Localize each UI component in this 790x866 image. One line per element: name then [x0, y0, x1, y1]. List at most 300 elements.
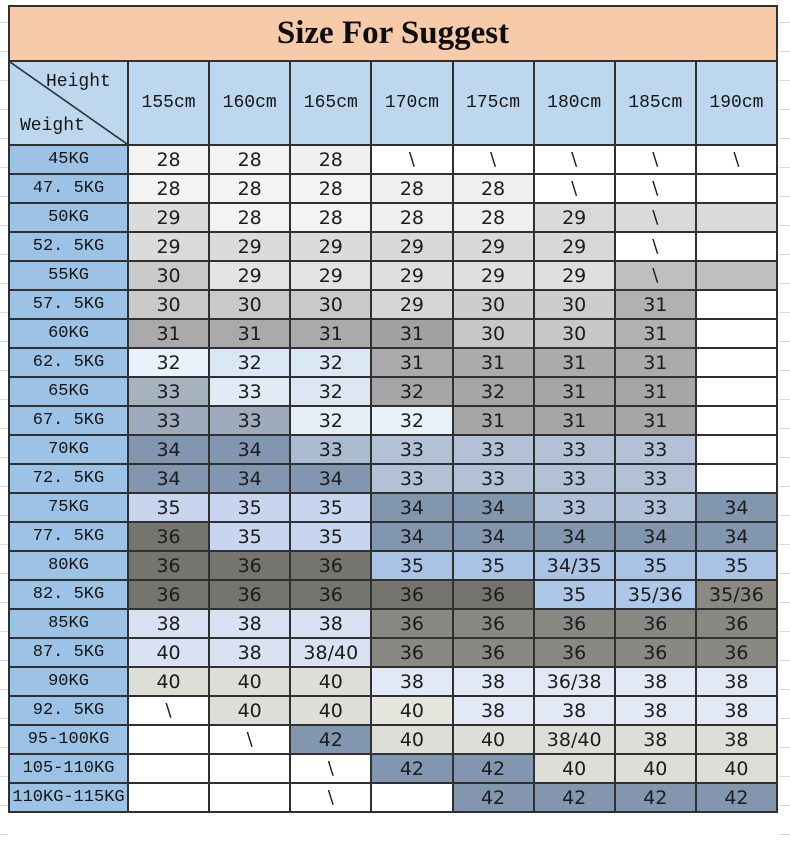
size-cell: 32	[290, 377, 371, 406]
size-cell: 36	[453, 609, 534, 638]
size-cell	[696, 464, 777, 493]
sheet-gridline	[0, 428, 8, 429]
size-cell: 29	[128, 203, 209, 232]
table-title: Size For Suggest	[9, 6, 777, 61]
column-header-180cm: 180cm	[534, 61, 615, 145]
size-cell: 32	[453, 377, 534, 406]
size-cell: 35	[128, 493, 209, 522]
column-header-190cm: 190cm	[696, 61, 777, 145]
size-cell: 40	[696, 754, 777, 783]
table-row	[9, 522, 777, 551]
size-cell: 35/36	[696, 580, 777, 609]
size-cell: 36	[209, 551, 290, 580]
size-cell: 34	[128, 435, 209, 464]
size-cell: 31	[615, 348, 696, 377]
size-cell: 28	[209, 174, 290, 203]
size-cell: 32	[128, 348, 209, 377]
size-cell: \	[696, 145, 777, 174]
size-cell: 32	[290, 348, 371, 377]
sheet-gridline	[779, 573, 790, 574]
size-cell: \	[615, 203, 696, 232]
size-cell: 34	[696, 522, 777, 551]
sheet-gridline	[0, 457, 8, 458]
size-cell: 29	[290, 232, 371, 261]
sheet-gridline	[779, 225, 790, 226]
row-header-90KG: 90KG	[9, 667, 128, 696]
size-cell: 35	[534, 580, 615, 609]
size-cell: 34/35	[534, 551, 615, 580]
size-cell: 36	[128, 522, 209, 551]
sheet-gridline	[779, 457, 790, 458]
size-cell	[371, 783, 452, 812]
size-cell: 38	[615, 696, 696, 725]
size-cell: 33	[534, 493, 615, 522]
sheet-gridline	[0, 312, 8, 313]
row-header-70KG: 70KG	[9, 435, 128, 464]
size-cell: 34	[453, 522, 534, 551]
column-header-165cm: 165cm	[290, 61, 371, 145]
size-cell: 32	[209, 348, 290, 377]
size-cell: \	[615, 261, 696, 290]
row-header-775KG: 77. 5KG	[9, 522, 128, 551]
corner-header-cell	[9, 61, 128, 145]
size-cell	[696, 348, 777, 377]
row-header-675KG: 67. 5KG	[9, 406, 128, 435]
size-cell: 40	[290, 696, 371, 725]
size-cell	[128, 783, 209, 812]
size-cell: \	[290, 783, 371, 812]
size-cell: 29	[453, 261, 534, 290]
size-cell: 34	[371, 493, 452, 522]
size-cell: 38	[209, 638, 290, 667]
table-row	[9, 580, 777, 609]
size-cell: 35/36	[615, 580, 696, 609]
sheet-gridline	[0, 225, 8, 226]
size-cell: 36	[534, 609, 615, 638]
sheet-gridline	[779, 283, 790, 284]
row-header-60KG: 60KG	[9, 319, 128, 348]
size-cell: \	[615, 174, 696, 203]
size-cell	[696, 435, 777, 464]
size-cell: 31	[453, 348, 534, 377]
size-cell: 38	[696, 725, 777, 754]
sheet-gridline	[779, 109, 790, 110]
size-cell: 33	[615, 464, 696, 493]
size-cell: 32	[371, 377, 452, 406]
size-cell: 30	[453, 290, 534, 319]
size-cell: 30	[128, 290, 209, 319]
table-row	[9, 638, 777, 667]
size-cell: 35	[696, 551, 777, 580]
size-cell: 38	[453, 667, 534, 696]
row-header-50KG: 50KG	[9, 203, 128, 232]
sheet-gridline	[0, 776, 8, 777]
size-cell: 30	[453, 319, 534, 348]
size-cell: 34	[209, 464, 290, 493]
size-cell: 38	[615, 667, 696, 696]
size-cell: 31	[290, 319, 371, 348]
table-row	[9, 493, 777, 522]
size-cell	[696, 290, 777, 319]
row-header-475KG: 47. 5KG	[9, 174, 128, 203]
table-row	[9, 261, 777, 290]
table-row	[9, 174, 777, 203]
sheet-gridline	[0, 805, 8, 806]
column-header-155cm: 155cm	[128, 61, 209, 145]
sheet-gridline	[0, 138, 8, 139]
size-cell: 31	[128, 319, 209, 348]
size-cell: 28	[453, 203, 534, 232]
sheet-gridline	[0, 167, 8, 168]
size-cell: 40	[128, 667, 209, 696]
sheet-gridline	[779, 51, 790, 52]
size-cell: 30	[534, 290, 615, 319]
size-cell: 38	[290, 609, 371, 638]
size-cell: 40	[453, 725, 534, 754]
row-header-45KG: 45KG	[9, 145, 128, 174]
sheet-gridline	[0, 486, 8, 487]
size-cell: 36	[371, 609, 452, 638]
table-row	[9, 435, 777, 464]
row-header-925KG: 92. 5KG	[9, 696, 128, 725]
size-table	[8, 5, 778, 813]
size-cell: 35	[290, 493, 371, 522]
corner-height-label: Height	[46, 72, 111, 92]
size-cell: 36	[453, 580, 534, 609]
table-row	[9, 667, 777, 696]
sheet-gridline	[779, 22, 790, 23]
size-cell: \	[290, 754, 371, 783]
size-cell: 28	[128, 145, 209, 174]
size-cell: 40	[615, 754, 696, 783]
sheet-gridline	[0, 747, 8, 748]
row-header-65KG: 65KG	[9, 377, 128, 406]
size-cell: 40	[534, 754, 615, 783]
size-cell: 33	[128, 406, 209, 435]
size-cell: \	[453, 145, 534, 174]
sheet-gridline	[0, 689, 8, 690]
size-cell: 34	[534, 522, 615, 551]
size-cell: 28	[209, 203, 290, 232]
row-header-825KG: 82. 5KG	[9, 580, 128, 609]
sheet-gridline	[779, 312, 790, 313]
size-cell: 40	[290, 667, 371, 696]
size-cell: 40	[209, 667, 290, 696]
size-cell: \	[615, 232, 696, 261]
size-cell: 31	[534, 406, 615, 435]
sheet-gridline	[0, 196, 8, 197]
table-row	[9, 725, 777, 754]
table-row	[9, 783, 777, 812]
size-cell: 34	[290, 464, 371, 493]
size-cell: 33	[128, 377, 209, 406]
size-cell: 38	[209, 609, 290, 638]
sheet-gridline	[779, 370, 790, 371]
size-cell: 40	[371, 696, 452, 725]
table-row	[9, 203, 777, 232]
size-cell: 35	[290, 522, 371, 551]
corner-weight-label: Weight	[20, 116, 85, 136]
size-cell: 28	[128, 174, 209, 203]
size-cell: 36	[696, 609, 777, 638]
size-cell: 36/38	[534, 667, 615, 696]
row-header-725KG: 72. 5KG	[9, 464, 128, 493]
size-cell: 29	[453, 232, 534, 261]
size-cell: 31	[615, 290, 696, 319]
size-cell: 34	[371, 522, 452, 551]
sheet-gridline	[779, 428, 790, 429]
size-cell: 40	[128, 638, 209, 667]
size-cell: 33	[453, 464, 534, 493]
size-cell: 36	[696, 638, 777, 667]
size-cell: 36	[371, 638, 452, 667]
size-cell	[696, 203, 777, 232]
size-cell: 36	[615, 609, 696, 638]
table-row	[9, 319, 777, 348]
size-cell: 34	[696, 493, 777, 522]
size-cell: \	[209, 725, 290, 754]
size-cell: 33	[534, 435, 615, 464]
size-cell: 29	[371, 232, 452, 261]
size-cell	[696, 406, 777, 435]
size-cell: 31	[615, 319, 696, 348]
size-cell: 30	[209, 290, 290, 319]
table-row	[9, 551, 777, 580]
table-row	[9, 464, 777, 493]
sheet-gridline	[779, 254, 790, 255]
sheet-gridline	[0, 602, 8, 603]
sheet-gridline	[779, 399, 790, 400]
size-cell: 33	[615, 435, 696, 464]
sheet-gridline	[0, 834, 8, 835]
size-cell: 35	[209, 522, 290, 551]
size-cell: 36	[209, 580, 290, 609]
size-cell	[209, 783, 290, 812]
size-cell: 33	[453, 435, 534, 464]
size-cell: 42	[290, 725, 371, 754]
size-cell	[209, 754, 290, 783]
size-cell: 35	[453, 551, 534, 580]
size-cell: 42	[371, 754, 452, 783]
size-cell: 36	[371, 580, 452, 609]
size-cell: 30	[290, 290, 371, 319]
sheet-gridline	[779, 341, 790, 342]
table-row	[9, 696, 777, 725]
size-cell: 36	[128, 551, 209, 580]
sheet-gridline	[0, 341, 8, 342]
size-cell: 33	[209, 406, 290, 435]
size-cell: 36	[290, 580, 371, 609]
size-cell: 28	[371, 203, 452, 232]
size-cell: 30	[128, 261, 209, 290]
size-cell: 40	[209, 696, 290, 725]
sheet-gridline	[779, 689, 790, 690]
sheet-gridline	[0, 631, 8, 632]
sheet-gridline	[0, 370, 8, 371]
sheet-gridline	[0, 283, 8, 284]
sheet-gridline	[779, 631, 790, 632]
size-cell: \	[128, 696, 209, 725]
size-cell: 31	[615, 377, 696, 406]
size-cell: 36	[453, 638, 534, 667]
size-cell: 33	[615, 493, 696, 522]
table-row	[9, 609, 777, 638]
size-cell: 34	[615, 522, 696, 551]
size-cell: 35	[371, 551, 452, 580]
size-cell: \	[371, 145, 452, 174]
row-header-75KG: 75KG	[9, 493, 128, 522]
sheet-gridline	[779, 167, 790, 168]
header-row	[9, 61, 777, 145]
size-cell: 38	[371, 667, 452, 696]
size-cell: 32	[371, 406, 452, 435]
size-cell: 31	[209, 319, 290, 348]
size-cell: 28	[453, 174, 534, 203]
table-row	[9, 377, 777, 406]
size-cell: \	[615, 145, 696, 174]
size-cell: 28	[371, 174, 452, 203]
row-header-875KG: 87. 5KG	[9, 638, 128, 667]
row-header-95-100KG: 95-100KG	[9, 725, 128, 754]
size-cell: 35	[615, 551, 696, 580]
sheet-gridline	[779, 718, 790, 719]
size-cell: 32	[290, 406, 371, 435]
row-header-105-110KG: 105-110KG	[9, 754, 128, 783]
size-cell: 30	[534, 319, 615, 348]
size-cell: 33	[209, 377, 290, 406]
size-cell: 36	[128, 580, 209, 609]
row-header-575KG: 57. 5KG	[9, 290, 128, 319]
sheet-gridline	[779, 834, 790, 835]
size-cell: 29	[209, 261, 290, 290]
size-cell	[128, 754, 209, 783]
table-row	[9, 754, 777, 783]
size-cell: 28	[290, 174, 371, 203]
size-cell: 38/40	[534, 725, 615, 754]
row-header-80KG: 80KG	[9, 551, 128, 580]
size-cell: 29	[290, 261, 371, 290]
size-cell: 42	[534, 783, 615, 812]
size-cell: 28	[209, 145, 290, 174]
column-header-175cm: 175cm	[453, 61, 534, 145]
size-cell: 34	[128, 464, 209, 493]
sheet-gridline	[0, 51, 8, 52]
sheet-gridline	[0, 660, 8, 661]
row-header-110KG-115KG: 110KG-115KG	[9, 783, 128, 812]
sheet-gridline	[0, 718, 8, 719]
size-cell: 33	[371, 435, 452, 464]
sheet-gridline	[0, 573, 8, 574]
size-cell: 40	[371, 725, 452, 754]
size-cell: 34	[209, 435, 290, 464]
size-cell: 35	[209, 493, 290, 522]
size-cell: 34	[453, 493, 534, 522]
size-cell: 38/40	[290, 638, 371, 667]
row-header-525KG: 52. 5KG	[9, 232, 128, 261]
size-cell: \	[534, 174, 615, 203]
row-header-625KG: 62. 5KG	[9, 348, 128, 377]
size-cell: \	[534, 145, 615, 174]
sheet-gridline	[0, 22, 8, 23]
sheet-gridline	[779, 138, 790, 139]
sheet-gridline	[0, 109, 8, 110]
sheet-gridline	[0, 544, 8, 545]
table-row	[9, 145, 777, 174]
size-cell: 29	[209, 232, 290, 261]
sheet-gridline	[779, 515, 790, 516]
size-cell: 29	[534, 203, 615, 232]
table-row	[9, 406, 777, 435]
size-cell: 31	[371, 319, 452, 348]
sheet-gridline	[779, 196, 790, 197]
sheet-gridline	[779, 544, 790, 545]
size-cell: 29	[534, 232, 615, 261]
table-row	[9, 232, 777, 261]
size-cell: 38	[453, 696, 534, 725]
size-cell: 33	[371, 464, 452, 493]
size-cell: 36	[534, 638, 615, 667]
size-cell	[696, 319, 777, 348]
size-cell: 28	[290, 203, 371, 232]
size-cell: 28	[290, 145, 371, 174]
column-header-170cm: 170cm	[371, 61, 452, 145]
table-row	[9, 290, 777, 319]
size-cell: 38	[534, 696, 615, 725]
size-cell	[128, 725, 209, 754]
row-header-55KG: 55KG	[9, 261, 128, 290]
size-cell: 42	[615, 783, 696, 812]
size-cell: 31	[371, 348, 452, 377]
size-cell: 29	[128, 232, 209, 261]
size-cell: 42	[453, 754, 534, 783]
table-row	[9, 348, 777, 377]
sheet-gridline	[779, 660, 790, 661]
sheet-gridline	[0, 399, 8, 400]
size-cell: 31	[615, 406, 696, 435]
size-cell: 38	[128, 609, 209, 638]
column-header-185cm: 185cm	[615, 61, 696, 145]
size-cell: 33	[534, 464, 615, 493]
size-cell: 29	[534, 261, 615, 290]
size-cell: 42	[453, 783, 534, 812]
size-cell: 31	[534, 348, 615, 377]
sheet-gridline	[0, 254, 8, 255]
size-cell	[696, 261, 777, 290]
title-row	[9, 6, 777, 61]
size-cell	[696, 232, 777, 261]
row-header-85KG: 85KG	[9, 609, 128, 638]
sheet-gridline	[0, 515, 8, 516]
size-cell	[696, 377, 777, 406]
size-cell: 29	[371, 290, 452, 319]
size-cell: 31	[534, 377, 615, 406]
sheet-gridline	[0, 80, 8, 81]
size-cell: 38	[696, 696, 777, 725]
sheet-gridline	[779, 805, 790, 806]
size-cell: 33	[290, 435, 371, 464]
sheet-gridline	[779, 602, 790, 603]
column-header-160cm: 160cm	[209, 61, 290, 145]
size-cell: 38	[696, 667, 777, 696]
size-cell: 38	[615, 725, 696, 754]
sheet-gridline	[779, 776, 790, 777]
size-cell	[696, 174, 777, 203]
size-cell: 36	[290, 551, 371, 580]
sheet-gridline	[779, 747, 790, 748]
size-cell: 31	[453, 406, 534, 435]
sheet-gridline	[779, 80, 790, 81]
size-cell: 29	[371, 261, 452, 290]
